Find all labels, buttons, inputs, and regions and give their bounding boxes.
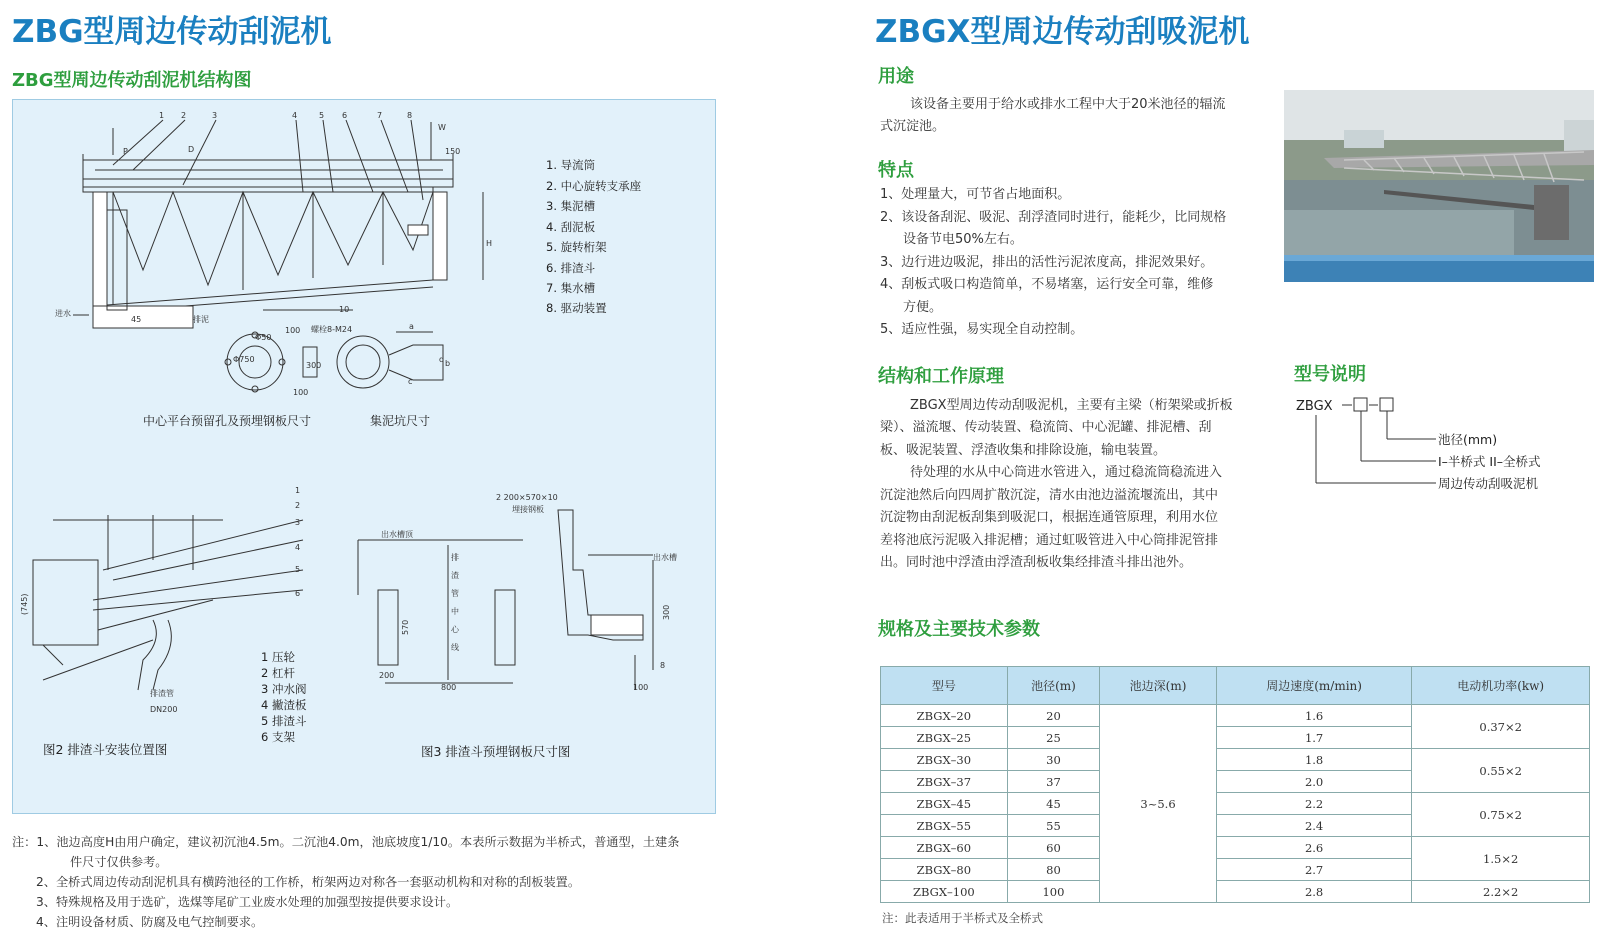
table-cell: 0.75×2 — [1412, 793, 1590, 837]
depth-cell: 3~5.6 — [1100, 705, 1217, 903]
feature-4-cont: 方便。 — [903, 300, 943, 315]
svg-text:1: 1 — [159, 111, 165, 120]
model-label-diameter: 池径(mm) — [1438, 432, 1498, 447]
spec-table — [880, 666, 1590, 903]
feature-1: 1、处理量大，可节省占地面积。 — [880, 187, 1071, 202]
legend-1: 1. 导流筒 — [546, 158, 596, 172]
model-label-name: 周边传动刮吸泥机 — [1438, 476, 1539, 491]
svg-text:300: 300 — [306, 361, 322, 370]
table-cell: ZBGX–80 — [881, 859, 1008, 881]
diagram-panel — [12, 99, 716, 814]
left-notes — [12, 832, 722, 932]
fig3-caption: 图3 排渣斗预埋钢板尺寸图 — [421, 744, 571, 759]
note-2: 2、全桥式周边传动刮泥机具有横跨池径的工作桥，桁架两边对称各一套驱动机构和对称的刮板装置。 — [36, 875, 581, 889]
table-cell: ZBGX–20 — [881, 705, 1008, 727]
table-cell: 2.2×2 — [1412, 881, 1590, 903]
svg-text:排: 排 — [451, 553, 459, 562]
structure-line-3: 板、吸泥装置、浮渣收集和排除设施，输电装置。 — [880, 443, 1167, 458]
structure-line-7: 差将池底污泥吸入排泥槽；通过虹吸管进入中心筒排泥管排 — [880, 533, 1219, 548]
svg-text:8: 8 — [407, 111, 413, 120]
model-code: ZBGX — [1296, 399, 1333, 414]
svg-text:570: 570 — [401, 619, 410, 635]
table-cell: 0.37×2 — [1412, 705, 1590, 749]
table-note: 注：此表适用于半桥式及全桥式 — [882, 911, 1043, 925]
spec-header-row — [881, 667, 1590, 705]
table-cell: 2.2 — [1216, 793, 1411, 815]
svg-text:线: 线 — [451, 643, 459, 652]
svg-text:10: 10 — [339, 305, 350, 314]
svg-text:300: 300 — [662, 604, 671, 620]
svg-text:3: 3 — [212, 111, 218, 120]
svg-text:c: c — [408, 377, 413, 386]
usage-heading: 用途 — [878, 66, 914, 87]
col-diameter: 池径(m) — [1007, 667, 1099, 705]
fig2-legend-6: 6 支架 — [261, 730, 295, 744]
table-cell: 45 — [1007, 793, 1099, 815]
svg-text:150: 150 — [445, 147, 461, 156]
table-cell: 2.8 — [1216, 881, 1411, 903]
spec-heading: 规格及主要技术参数 — [878, 619, 1040, 640]
table-cell: 2.7 — [1216, 859, 1411, 881]
svg-text:出水槽顶: 出水槽顶 — [381, 530, 413, 539]
svg-text:d: d — [439, 355, 445, 364]
table-row — [881, 837, 1590, 859]
table-cell: 1.8 — [1216, 749, 1411, 771]
svg-text:DN200: DN200 — [150, 705, 178, 714]
table-cell: ZBGX–25 — [881, 727, 1008, 749]
structure-line-5: 沉淀池然后向四周扩散沉淀，清水由池边溢流堰流出，其中 — [880, 488, 1219, 503]
table-cell: 2.0 — [1216, 771, 1411, 793]
clarifier-photo — [1284, 90, 1594, 282]
col-power: 电动机功率(kw) — [1412, 667, 1590, 705]
svg-text:4: 4 — [292, 111, 298, 120]
fig2-legend-3: 3 冲水阀 — [261, 682, 307, 696]
note-3: 3、特殊规格及用于选矿，选煤等尾矿工业废水处理的加强型按提供要求设计。 — [36, 895, 459, 909]
svg-text:管: 管 — [451, 589, 459, 598]
note-4: 4、注明设备材质、防腐及电气控制要求。 — [36, 915, 264, 929]
left-page-title: ZBG型周边传动刮泥机 — [12, 14, 332, 50]
structure-line-6: 沉淀物由刮泥板刮集到吸泥口，根据连通管原理，利用水位 — [880, 510, 1219, 525]
table-cell: 0.55×2 — [1412, 749, 1590, 793]
svg-text:100: 100 — [633, 683, 649, 692]
table-cell: 25 — [1007, 727, 1099, 749]
legend-4: 4. 刮泥板 — [546, 220, 596, 234]
svg-text:100: 100 — [285, 326, 301, 335]
fig3-plate: 2 200×570×10 — [496, 493, 558, 502]
svg-text:2: 2 — [295, 501, 301, 510]
table-cell: 20 — [1007, 705, 1099, 727]
svg-text:a: a — [409, 322, 414, 331]
table-cell: 1.6 — [1216, 705, 1411, 727]
structure-line-1: ZBGX型周边传动刮吸泥机，主要有主梁（桁架梁或折板 — [910, 398, 1233, 413]
svg-text:3: 3 — [295, 518, 301, 527]
structure-heading: 结构和工作原理 — [878, 366, 1004, 387]
svg-text:(745): (745) — [20, 593, 29, 615]
svg-text:D: D — [188, 145, 195, 154]
svg-text:心: 心 — [451, 625, 459, 634]
svg-text:45: 45 — [131, 315, 142, 324]
svg-text:排渣管: 排渣管 — [150, 689, 174, 698]
svg-text:5: 5 — [319, 111, 325, 120]
fig2-caption: 图2 排渣斗安装位置图 — [43, 742, 168, 757]
structure-line-8: 出。同时池中浮渣由浮渣刮板收集经排渣斗排出池外。 — [880, 555, 1193, 570]
legend-8: 8. 驱动装置 — [546, 301, 607, 315]
pit-caption: 集泥坑尺寸 — [370, 414, 431, 428]
svg-text:进水: 进水 — [55, 309, 71, 318]
model-label-bridge: I–半桥式 II–全桥式 — [1438, 454, 1541, 469]
svg-text:100: 100 — [293, 388, 309, 397]
structure-line-4: 待处理的水从中心筒进水管进入，通过稳流筒稳流进入 — [910, 465, 1223, 480]
svg-text:b: b — [445, 359, 451, 368]
legend-3: 3. 集泥槽 — [546, 199, 596, 213]
col-speed: 周边速度(m/min) — [1216, 667, 1411, 705]
legend-6: 6. 排渣斗 — [546, 261, 596, 275]
svg-text:200: 200 — [379, 671, 395, 680]
table-row — [881, 793, 1590, 815]
table-cell: ZBGX–60 — [881, 837, 1008, 859]
engineering-drawings — [13, 100, 717, 815]
legend-7: 7. 集水槽 — [546, 281, 596, 295]
table-cell: 37 — [1007, 771, 1099, 793]
table-cell: 1.7 — [1216, 727, 1411, 749]
col-model: 型号 — [881, 667, 1008, 705]
table-cell: ZBGX–55 — [881, 815, 1008, 837]
feature-3: 3、边行进边吸泥，排出的活性污泥浓度高，排泥效果好。 — [880, 255, 1214, 270]
fig2-legend-1: 1 压轮 — [261, 650, 295, 664]
svg-text:6: 6 — [295, 589, 301, 598]
legend-2: 2. 中心旋转支承座 — [546, 179, 642, 193]
table-cell: 80 — [1007, 859, 1099, 881]
svg-text:5: 5 — [295, 565, 301, 574]
note-1-cont: 件尺寸仅供参考。 — [70, 855, 168, 869]
svg-text:螺栓8-M24: 螺栓8-M24 — [311, 325, 353, 334]
usage-line-1: 该设备主要用于给水或排水工程中大于20米池径的辐流 — [910, 97, 1226, 112]
table-cell: 2.6 — [1216, 837, 1411, 859]
svg-text:出水槽: 出水槽 — [653, 553, 677, 562]
center-platform-caption: 中心平台预留孔及预埋钢板尺寸 — [143, 414, 312, 428]
feature-5: 5、适应性强，易实现全自动控制。 — [880, 322, 1084, 337]
table-cell: ZBGX–100 — [881, 881, 1008, 903]
model-code-diagram — [1296, 394, 1596, 504]
fig2-legend-2: 2 杠杆 — [261, 666, 295, 680]
legend-5: 5. 旋转桁架 — [546, 240, 607, 254]
table-cell: 2.4 — [1216, 815, 1411, 837]
svg-text:8: 8 — [660, 661, 666, 670]
svg-text:P: P — [123, 147, 128, 156]
svg-text:H: H — [486, 239, 493, 248]
table-cell: 100 — [1007, 881, 1099, 903]
table-row — [881, 749, 1590, 771]
svg-text:中: 中 — [451, 607, 459, 616]
svg-text:800: 800 — [441, 683, 457, 692]
col-depth: 池边深(m) — [1100, 667, 1217, 705]
svg-text:Φ750: Φ750 — [233, 355, 255, 364]
svg-text:W: W — [438, 123, 446, 132]
feature-2-cont: 设备节电50%左右。 — [903, 232, 1023, 247]
svg-text:6: 6 — [342, 111, 348, 120]
feature-4: 4、刮板式吸口构造简单，不易堵塞，运行安全可靠，维修 — [880, 277, 1214, 292]
structure-line-2: 梁）、溢流堰、传动装置、稳流筒、中心泥罐、排泥槽、刮 — [880, 420, 1212, 435]
svg-text:2: 2 — [181, 111, 187, 120]
table-row — [881, 705, 1590, 727]
svg-text:4: 4 — [295, 543, 301, 552]
table-cell: 55 — [1007, 815, 1099, 837]
svg-text:1: 1 — [295, 486, 301, 495]
table-cell: ZBGX–45 — [881, 793, 1008, 815]
table-cell: 1.5×2 — [1412, 837, 1590, 881]
svg-text:7: 7 — [377, 111, 383, 120]
table-cell: 60 — [1007, 837, 1099, 859]
main-scraper-drawing — [73, 120, 483, 328]
right-page-title: ZBGX型周边传动刮吸泥机 — [875, 14, 1250, 50]
fig2-legend-4: 4 撇渣板 — [261, 698, 307, 712]
table-row — [881, 881, 1590, 903]
table-cell: ZBGX–37 — [881, 771, 1008, 793]
fig2-legend-5: 5 排渣斗 — [261, 714, 307, 728]
fig3-plate-sub: 埋接钢板 — [512, 505, 544, 514]
features-heading: 特点 — [878, 160, 914, 181]
usage-line-2: 式沉淀池。 — [880, 119, 946, 134]
note-1: 注：1、池边高度H由用户确定，建议初沉池4.5m。二沉池4.0m，池底坡度1/10。本表所示数据为半桥式，普通型，土建条 — [12, 835, 680, 849]
svg-text:排泥: 排泥 — [193, 315, 209, 324]
table-cell: ZBGX–30 — [881, 749, 1008, 771]
table-cell: 30 — [1007, 749, 1099, 771]
svg-text:渣: 渣 — [451, 571, 459, 580]
svg-text:Φ50: Φ50 — [255, 333, 272, 342]
feature-2: 2、该设备刮泥、吸泥、刮浮渣同时进行，能耗少，比同规格 — [880, 210, 1227, 225]
structure-diagram-title: ZBG型周边传动刮泥机结构图 — [12, 70, 252, 91]
model-heading: 型号说明 — [1294, 364, 1366, 385]
